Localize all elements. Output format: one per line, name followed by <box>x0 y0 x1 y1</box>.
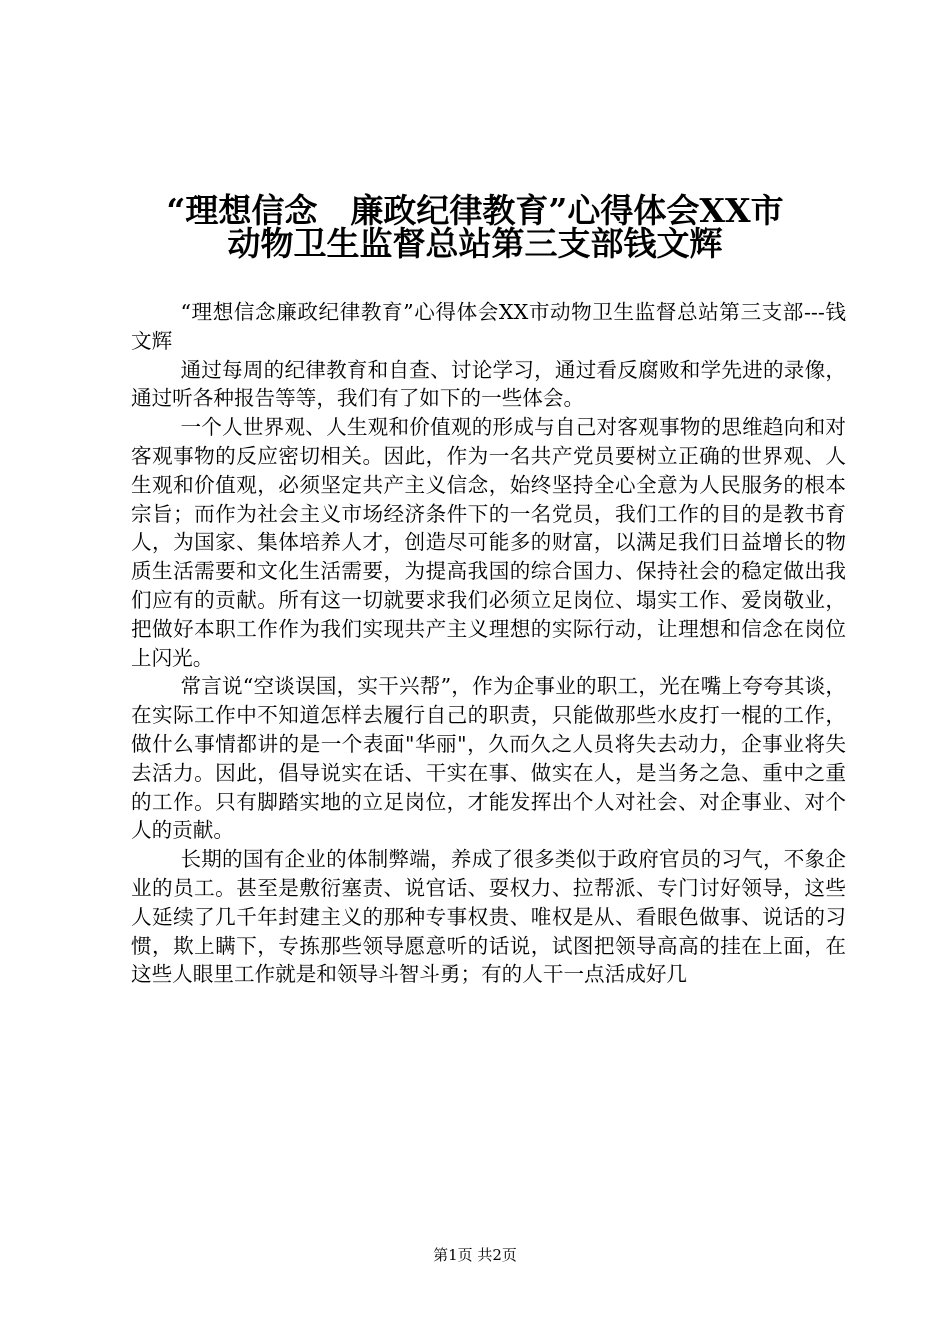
document-title-line-2: 动物卫生监督总站第三支部钱文辉 <box>227 224 723 263</box>
document-title-line-1: “理想信念 廉政纪律教育”心得体会XX市 <box>166 191 784 230</box>
page-footer: 第1页 共2页 <box>433 1246 517 1264</box>
body-paragraph: 通过每周的纪律教育和自查、讨论学习，通过看反腐败和学先进的录像，通过听各种报告等等，我们有了如下的一些体会。 <box>131 357 846 411</box>
body-paragraph: 一个人世界观、人生观和价值观的形成与自己对客观事物的思维趋向和对客观事物的反应密切相关。因此，作为一名共产党员要树立正确的世界观、人生观和价值观，必须坚定共产主义信念，始终坚持全心全意为人民服务的根本宗旨；而作为社会主义市场经济条件下的一名党员，我们工作的目的是教书育人，为国家、集体培养人才，创造尽可能多的财富，以满足我们日益增长的物质生活需要和文化生活需要，为提高我国的综合国力、保持社会的稳定做出我们应有的贡献。所有这一切就要求我们必须立足岗位、塌实工作、爱岗敬业，把做好本职工作作为我们实现共产主义理想的实际行动，让理想和信念在岗位上闪光。 <box>131 415 846 670</box>
body-paragraph: 常言说“空谈误国，实干兴帮”，作为企事业的职工，光在嘴上夸夸其谈，在实际工作中不知道怎样去履行自己的职责，只能做那些水皮打一棍的工作，做什么事情都讲的是一个表面"华丽"，久而久之人员将失去动力，企事业将失去活力。因此，倡导说实在话、干实在事、做实在人，是当务之急、重中之重的工作。只有脚踏实地的立足岗位，才能发挥出个人对社会、对企事业、对个人的贡献。 <box>131 674 846 843</box>
body-paragraph: “理想信念廉政纪律教育”心得体会XX市动物卫生监督总站第三支部---钱文辉 <box>131 300 846 353</box>
body-paragraph: 长期的国有企业的体制弊端，养成了很多类似于政府官员的习气，不象企业的员工。甚至是敷衍塞责、说官话、耍权力、拉帮派、专门讨好领导，这些人延续了几千年封建主义的那种专事权贵、唯权是从、看眼色做事、说话的习惯，欺上瞒下，专拣那些领导愿意听的话说，试图把领导高高的挂在上面，在这些人眼里工作就是和领导斗智斗勇；有的人干一点活成好几 <box>131 847 846 987</box>
document-body <box>131 298 846 989</box>
